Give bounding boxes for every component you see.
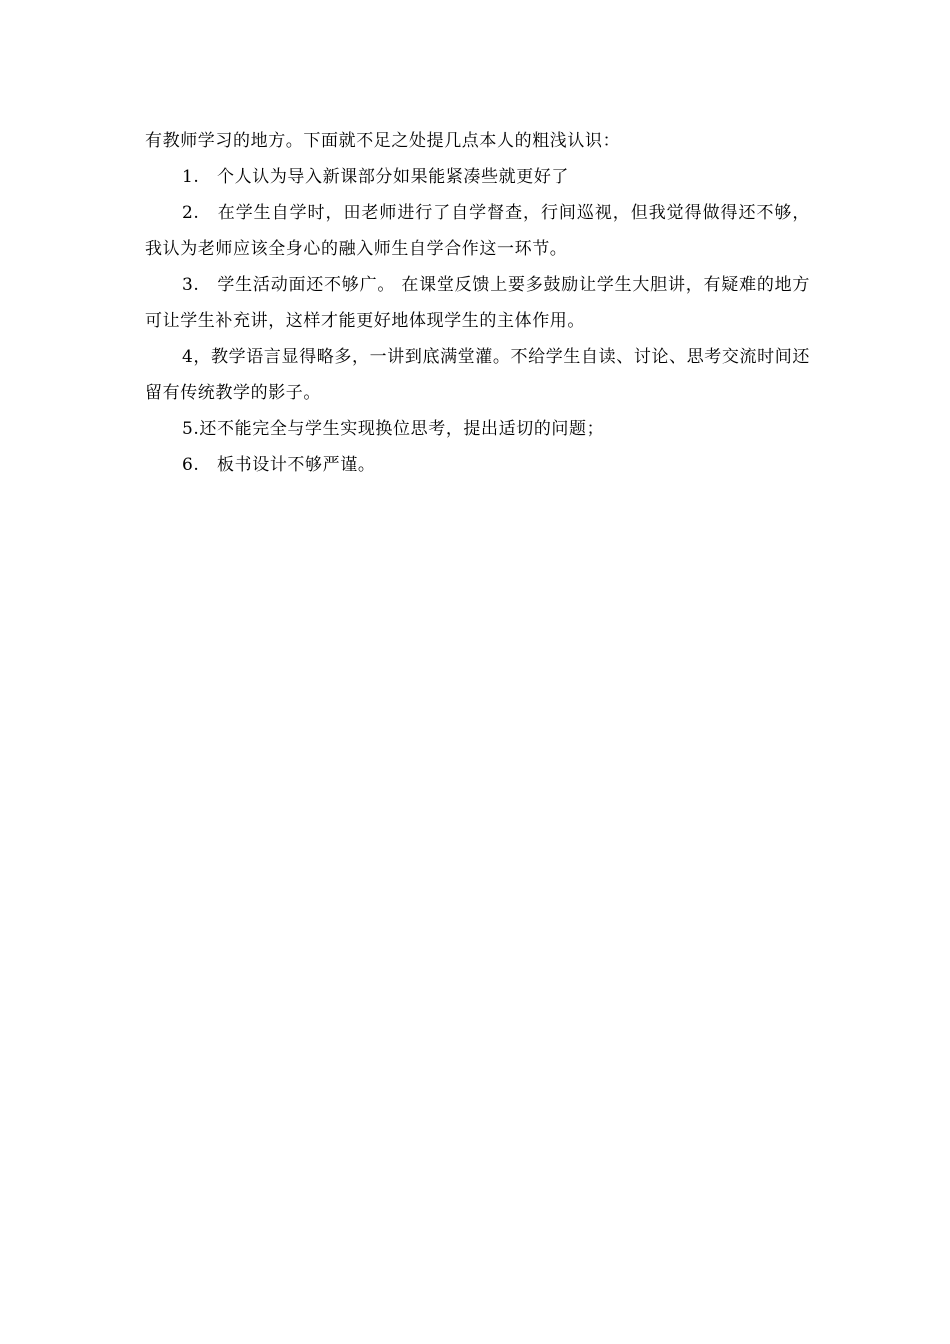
paragraph-item-4: 4，教学语言显得略多，一讲到底满堂灌。不给学生自读、讨论、思考交流时间还留有传统教学的影子。: [145, 347, 810, 403]
paragraph-item-3: 3. 学生活动面还不够广。 在课堂反馈上要多鼓励让学生大胆讲，有疑难的地方可让学生补充讲，这样才能更好地体现学生的主体作用。: [145, 275, 810, 331]
paragraph-intro: 有教师学习的地方。下面就不足之处提几点本人的粗浅认识：: [145, 131, 621, 151]
paragraph-item-2: 2. 在学生自学时，田老师进行了自学督查，行间巡视，但我觉得做得还不够，我认为老师应该全身心的融入师生自学合作这一环节。: [145, 203, 810, 259]
paragraph-item-6: 6. 板书设计不够严谨。: [182, 455, 376, 475]
paragraph-item-1: 1. 个人认为导入新课部分如果能紧凑些就更好了: [182, 167, 570, 187]
paragraph-item-5: 5.还不能完全与学生实现换位思考，提出适切的问题；: [182, 419, 605, 439]
document-body: [145, 123, 810, 483]
